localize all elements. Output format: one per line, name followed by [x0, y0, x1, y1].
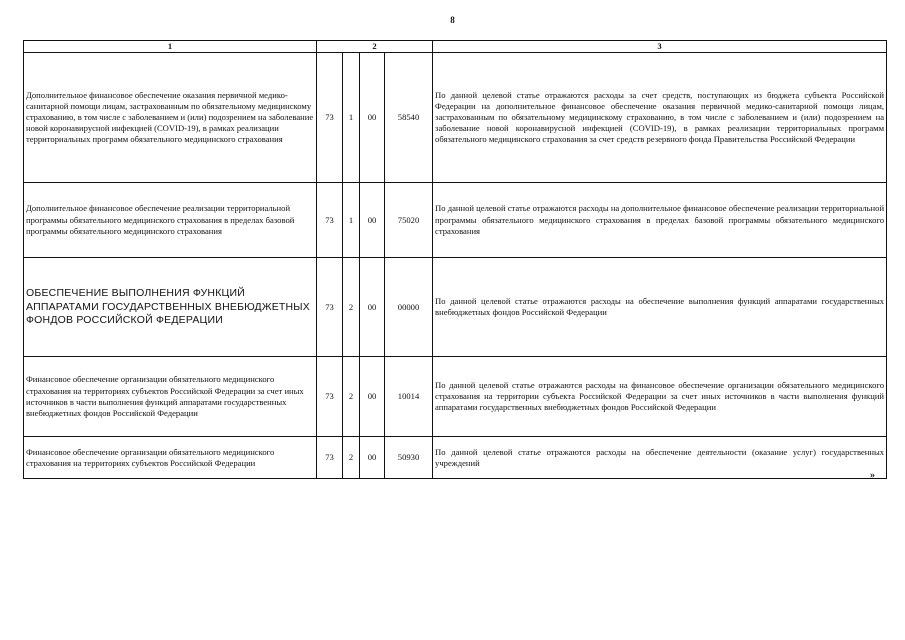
closing-quote-mark: »	[870, 470, 875, 481]
code-subprogram: 1	[343, 53, 360, 183]
code-subprogram: 1	[343, 183, 360, 258]
table-row	[24, 183, 887, 258]
header-col-3: 3	[433, 41, 887, 53]
code-program: 73	[317, 258, 343, 357]
code-main-event: 00	[360, 437, 385, 479]
row-description: По данной целевой статье отражаются расходы за счет средств, поступающих из бюджета субъекта Российской Федерации на дополнительное финансовое обеспечение оказания первичной медико-санитарной помощи лицам, застрахованным по обязательному медицинскому страхованию, в том числе с заболеванием и (или) подозрением на заболевание новой коронавирусной инфекцией (COVID-19), в рамках реализации территориальных программ обязательного медицинского страхования за счет средств резервного фонда Правительства Российской Федерации	[433, 53, 887, 183]
code-direction: 00000	[385, 258, 433, 357]
table-row	[24, 437, 887, 479]
code-subprogram: 2	[343, 437, 360, 479]
page-number: 8	[450, 15, 455, 25]
row-name: ОБЕСПЕЧЕНИЕ ВЫПОЛНЕНИЯ ФУНКЦИЙ АППАРАТАМИ ГОСУДАРСТВЕННЫХ ВНЕБЮДЖЕТНЫХ ФОНДОВ РОССИЙСКОЙ ФЕДЕРАЦИИ	[24, 258, 317, 357]
code-main-event: 00	[360, 53, 385, 183]
code-program: 73	[317, 357, 343, 437]
code-program: 73	[317, 183, 343, 258]
code-program: 73	[317, 437, 343, 479]
table-row	[24, 53, 887, 183]
code-program: 73	[317, 53, 343, 183]
code-main-event: 00	[360, 183, 385, 258]
header-col-1: 1	[24, 41, 317, 53]
code-direction: 58540	[385, 53, 433, 183]
row-description: По данной целевой статье отражаются расходы на обеспечение выполнения функций аппаратами государственных внебюджетных фондов Российской Федерации	[433, 258, 887, 357]
table-row	[24, 258, 887, 357]
code-direction: 75020	[385, 183, 433, 258]
row-description: По данной целевой статье отражаются расходы на обеспечение деятельности (оказание услуг) государственных учреждений	[433, 437, 887, 479]
code-subprogram: 2	[343, 357, 360, 437]
code-main-event: 00	[360, 357, 385, 437]
budget-classification-table	[23, 40, 887, 479]
row-name: Дополнительное финансовое обеспечение реализации территориальной программы обязательного медицинского страхования в пределах базовой программы обязательного медицинского страхования	[24, 183, 317, 258]
header-col-2: 2	[317, 41, 433, 53]
table-row	[24, 357, 887, 437]
code-direction: 50930	[385, 437, 433, 479]
code-main-event: 00	[360, 258, 385, 357]
row-description: По данной целевой статье отражаются расходы на финансовое обеспечение организации обязательного медицинского страхования на территории субъекта Российской Федерации за счет иных источников в части выполнения функций аппаратами государственных внебюджетных фондов Российской Федерации	[433, 357, 887, 437]
code-subprogram: 2	[343, 258, 360, 357]
row-name: Финансовое обеспечение организации обязательного медицинского страхования на территориях субъектов Российской Федерации за счет иных источников в части выполнения функций аппаратами государственных внебюджетных фондов Российской Федерации	[24, 357, 317, 437]
row-description: По данной целевой статье отражаются расходы на дополнительное финансовое обеспечение реализации территориальной программы обязательного медицинского страхования в пределах базовой программы обязательного медицинского страхования	[433, 183, 887, 258]
row-name: Дополнительное финансовое обеспечение оказания первичной медико-санитарной помощи лицам, застрахованным по обязательному медицинскому страхованию, в том числе с заболеванием и (или) подозрением на заболевание новой коронавирусной инфекцией (COVID-19), в рамках реализации территориальных программ обязательного медицинского страхования	[24, 53, 317, 183]
code-direction: 10014	[385, 357, 433, 437]
row-name: Финансовое обеспечение организации обязательного медицинского страхования на территориях субъектов Российской Федерации	[24, 437, 317, 479]
header-row	[24, 41, 887, 53]
